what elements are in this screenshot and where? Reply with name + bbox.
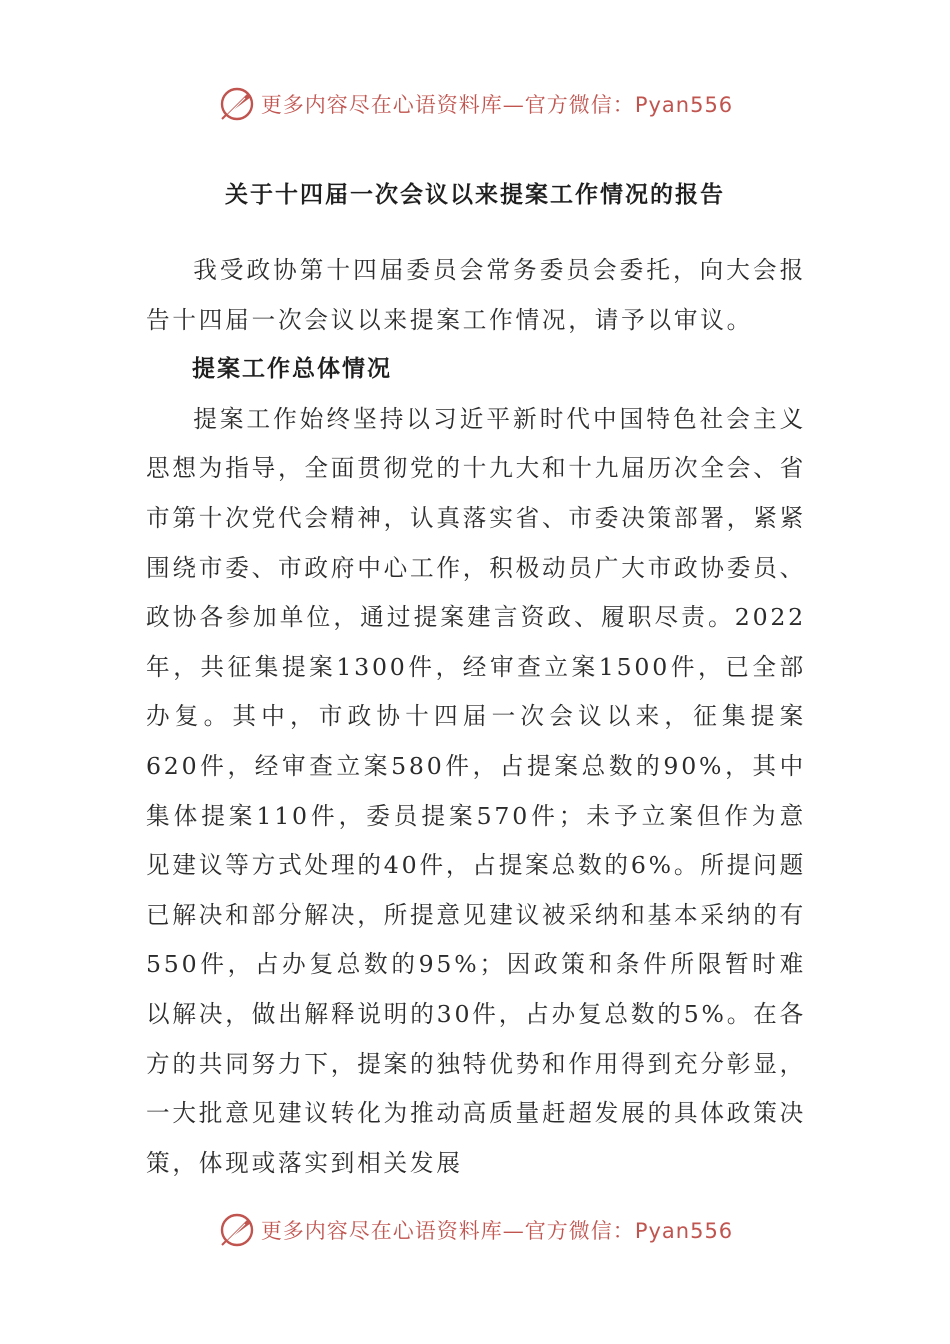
banner-text: 更多内容尽在心语资料库—官方微信：Pyan556 [260, 93, 734, 117]
footer-banner [0, 1208, 950, 1252]
quill-logo-icon [217, 1210, 257, 1250]
document-body [146, 246, 806, 1188]
intro-paragraph: 我受政协第十四届委员会常务委员会委托，向大会报告十四届一次会议以来提案工作情况，请予以审议。 [146, 256, 806, 334]
banner-text: 更多内容尽在心语资料库—官方微信：Pyan556 [260, 1219, 734, 1243]
wechat-id: Pyan556 [634, 93, 734, 117]
document-title: 关于十四届一次会议以来提案工作情况的报告 [225, 182, 725, 208]
body-paragraph: 提案工作始终坚持以习近平新时代中国特色社会主义思想为指导，全面贯彻党的十九大和十九届历次全会、省市第十次党代会精神，认真落实省、市委决策部署，紧紧围绕市委、市政府中心工作，积极动员广大市政协委员、政协各参加单位，通过提案建言资政、履职尽责。2022年，共征集提案1300件，经审查立案1500件，已全部办复。其中，市政协十四届一次会议以来，征集提案620件，经审查立案580件，占提案总数的90%，其中集体提案110件，委员提案570件；未予立案但作为意见建议等方式处理的40件，占提案总数的6%。所提问题已解决和部分解决，所提意见建议被采纳和基本采纳的有550件，占办复总数的95%；因政策和条件所限暂时难以解决，做出解释说明的30件，占办复总数的5%。在各方的共同努力下，提案的独特优势和作用得到充分彰显，一大批意见建议转化为推动高质量赶超发展的具体政策决策，体现或落实到相关发展 [146, 404, 806, 1177]
section-heading: 提案工作总体情况 [192, 356, 392, 383]
quill-logo-icon [217, 84, 257, 124]
wechat-id: Pyan556 [634, 1219, 734, 1243]
header-banner [0, 82, 950, 126]
